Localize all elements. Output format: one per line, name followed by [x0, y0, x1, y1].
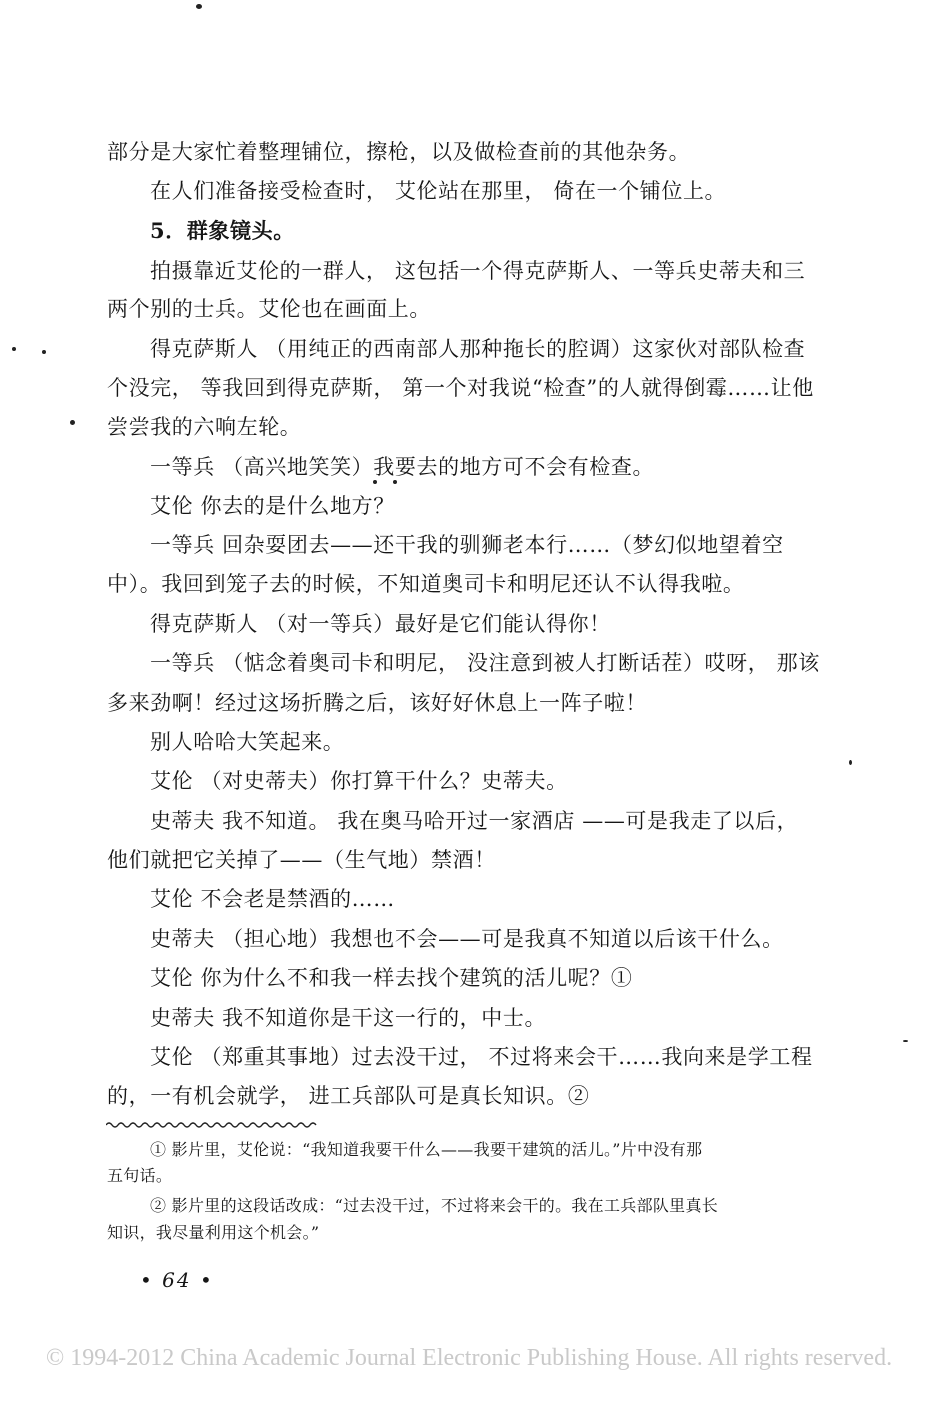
footnote-wavy-rule: [106, 1120, 318, 1130]
body-line-17: 艾伦 （对史蒂夫）你打算干什么？史蒂夫。: [150, 769, 568, 793]
body-line-24: 艾伦 （郑重其事地）过去没干过， 不过将来会干……我向来是学工程: [150, 1045, 813, 1069]
scan-speck: [393, 480, 397, 484]
body-line-14: 一等兵 （惦念着奥司卡和明尼， 没注意到被人打断话茬）哎呀， 那该: [150, 651, 820, 675]
scan-speck: [373, 480, 377, 484]
body-line-16: 别人哈哈大笑起来。: [150, 730, 345, 754]
scan-speck: [12, 347, 16, 351]
body-line-1: 部分是大家忙着整理铺位，擦枪，以及做检查前的其他杂务。: [107, 140, 691, 164]
body-line-21: 史蒂夫 （担心地）我想也不会——可是我真不知道以后该干什么。: [150, 927, 784, 951]
body-line-11: 一等兵 回杂耍团去——还干我的驯狮老本行……（梦幻似地望着空: [150, 533, 784, 557]
body-line-13: 得克萨斯人 （对一等兵）最好是它们能认得你！: [150, 612, 611, 636]
body-line-15: 多来劲啊！经过这场折腾之后，该好好休息上一阵子啦！: [107, 691, 647, 715]
body-line-23: 史蒂夫 我不知道你是干这一行的，中士。: [150, 1006, 547, 1030]
footnote-1-line-1: ① 影片里，艾伦说：“我知道我要干什么——我要干建筑的活儿。”片中没有那: [150, 1140, 703, 1159]
body-line-2: 在人们准备接受检查时， 艾伦站在那里， 倚在一个铺位上。: [150, 179, 727, 203]
body-line-18: 史蒂夫 我不知道。 我在奥马哈开过一家酒店 ——可是我走了以后，: [150, 809, 799, 833]
scan-speck: [903, 1040, 908, 1042]
body-line-7: 个没完， 等我回到得克萨斯， 第一个对我说“检查”的人就得倒霉……让他: [107, 376, 814, 400]
scene-heading: 5．群象镜头。: [150, 218, 295, 243]
body-line-10: 艾伦 你去的是什么地方？: [150, 494, 395, 518]
footnote-2-line-1: ② 影片里的这段话改成：“过去没干过，不过将来会干的。我在工兵部队里真长: [150, 1196, 719, 1215]
scan-speck: [70, 420, 75, 425]
footnote-1-line-2: 五句话。: [107, 1166, 173, 1185]
body-line-19: 他们就把它关掉了——（生气地）禁酒！: [107, 848, 496, 872]
copyright-watermark: © 1994-2012 China Academic Journal Electronic Publishing House. All rights reserved.: [46, 1345, 893, 1371]
body-line-4: 拍摄靠近艾伦的一群人， 这包括一个得克萨斯人、一等兵史蒂夫和三: [150, 259, 806, 283]
body-line-5: 两个别的士兵。艾伦也在画面上。: [107, 297, 431, 321]
body-line-8: 尝尝我的六响左轮。: [107, 415, 302, 439]
scan-speck: [849, 760, 852, 765]
footnote-2-line-2: 知识，我尽量利用这个机会。”: [107, 1223, 320, 1242]
body-line-12: 中）。我回到笼子去的时候，不知道奥司卡和明尼还认不认得我啦。: [107, 572, 745, 596]
page-number: • 64 •: [140, 1268, 214, 1292]
body-line-25: 的，一有机会就学， 进工兵部队可是真长知识。②: [107, 1084, 590, 1108]
scan-speck: [42, 350, 46, 354]
body-line-22: 艾伦 你为什么不和我一样去找个建筑的活儿呢？①: [150, 966, 633, 990]
scan-speck: [196, 4, 202, 9]
body-line-6: 得克萨斯人 （用纯正的西南部人那种拖长的腔调）这家伙对部队检查: [150, 337, 806, 361]
body-line-20: 艾伦 不会老是禁酒的……: [150, 887, 395, 911]
body-line-9: 一等兵 （高兴地笑笑）我要去的地方可不会有检查。: [150, 455, 655, 479]
